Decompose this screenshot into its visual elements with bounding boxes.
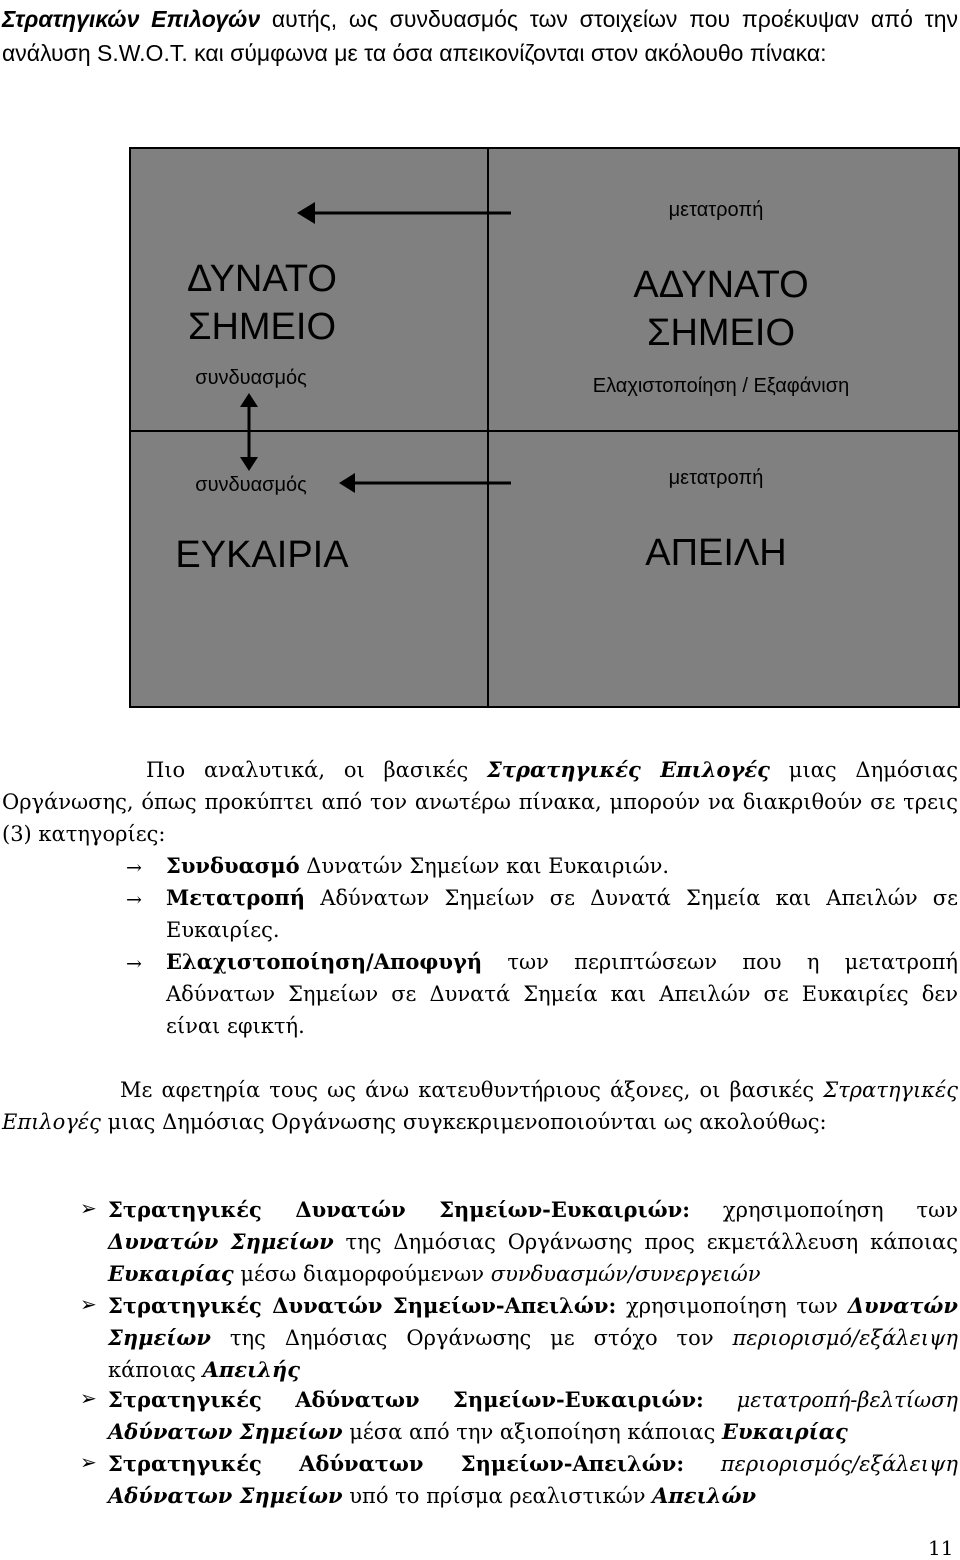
strategy-italic: περιορισμός/εξάλειψη	[684, 1452, 958, 1476]
strategy-text: μέσω διαμορφούμενων	[233, 1262, 491, 1286]
directions-text-a: Με αφετηρία τους ως άνω κατευθυντήριους άξονες, οι βασικές	[120, 1078, 824, 1102]
strategy-heading: Στρατηγικές Αδύνατων Σημείων-Απειλών:	[108, 1451, 685, 1476]
strategy-emphasis: Απειλών	[652, 1483, 757, 1508]
strategy-italic: μετατροπή-βελτίωση	[703, 1388, 958, 1412]
strategy-weaknesses-opportunities	[108, 1384, 958, 1448]
combination-arrow-up-head	[240, 393, 258, 407]
triangle-bullet-icon: ➢	[80, 1452, 97, 1474]
strategy-text: της Δημόσιας Οργάνωσης με στόχο τον	[210, 1326, 733, 1350]
bullet-item-combination	[166, 850, 958, 882]
strength-title-line1: ΔΥΝΑΤΟ	[187, 258, 337, 300]
strategy-emphasis: Δυνατών Σημείων	[108, 1229, 334, 1254]
strategy-italic: περιορισμό/εξάλειψη	[732, 1326, 958, 1350]
matrix-arrows	[131, 149, 960, 710]
strategy-emphasis: Αδύνατων Σημείων	[108, 1419, 343, 1444]
threat-conversion-label: μετατροπή	[668, 467, 764, 489]
weakness-title-line2: ΣΗΜΕΙΟ	[646, 312, 796, 354]
strength-combination-label: συνδυασμός	[195, 367, 307, 389]
arrow-bullet-icon: →	[126, 889, 142, 911]
bullet-bold: Μετατροπή	[166, 885, 306, 910]
triangle-bullet-icon: ➢	[80, 1388, 97, 1410]
triangle-bullet-icon: ➢	[80, 1198, 97, 1220]
strategy-text: κάποιας	[108, 1358, 203, 1382]
top-conversion-arrow-head	[297, 202, 315, 224]
strategy-weaknesses-threats	[108, 1448, 958, 1512]
strategy-text: μέσα από την αξιοποίηση κάποιας	[342, 1420, 723, 1444]
bullet-item-minimization	[166, 946, 958, 1042]
directions-emphasis: Στρατηγικές Επιλογές	[2, 1078, 958, 1134]
bullet-bold: Συνδυασμό	[166, 853, 300, 878]
arrow-bullet-icon: →	[126, 953, 142, 975]
analysis-text-a: Πιο αναλυτικά, οι βασικές	[146, 758, 488, 782]
directions-text-b: μιας Δημόσιας Οργάνωσης συγκεκριμενοποιούνται ως ακολούθως:	[100, 1110, 827, 1134]
swot-matrix	[129, 147, 960, 708]
weakness-minimization-label: Ελαχιστοποίηση / Εξαφάνιση	[592, 375, 850, 397]
strategy-emphasis: Δυνατών Σημείων	[108, 1293, 958, 1350]
analysis-paragraph	[2, 754, 958, 850]
analysis-text-b: μιας Δημόσιας Οργάνωσης, όπως προκύπτει από τον ανωτέρω πίνακα, μπορούν να διακριθούν σε τρεις (3) κατηγορίες:	[2, 758, 958, 846]
strategy-strengths-opportunities	[108, 1194, 958, 1290]
strength-title-line2: ΣΗΜΕΙΟ	[187, 306, 337, 348]
weakness-conversion-label: μετατροπή	[668, 199, 764, 221]
analysis-emphasis: Στρατηγικές Επιλογές	[487, 757, 770, 782]
intro-paragraph	[2, 2, 958, 70]
bullet-text: των περιπτώσεων που η μετατροπή Αδύνατων Σημείων σε Δυνατά Σημεία και Απειλών σε Ευκαιρίες δεν είναι εφικτή.	[166, 950, 958, 1038]
strategy-heading: Στρατηγικές Αδύνατων Σημείων-Ευκαιριών:	[108, 1387, 704, 1412]
arrow-bullet-icon: →	[126, 857, 142, 879]
opportunity-title: ΕΥΚΑΙΡΙΑ	[175, 534, 349, 576]
triangle-bullet-icon: ➢	[80, 1294, 97, 1316]
strategy-text: της Δημόσιας Οργάνωσης προς εκμετάλλευση κάποιας	[333, 1230, 958, 1254]
strategy-text: χρησιμοποίηση των	[616, 1294, 848, 1318]
strategy-strengths-threats	[108, 1290, 958, 1386]
intro-text: αυτής, ως συνδυασμός των στοιχείων που προέκυψαν από την ανάλυση S.W.O.T. και σύμφωνα με τα όσα απεικονίζονται στον ακόλουθο πίνακα:	[2, 6, 958, 66]
opportunity-combination-label: συνδυασμός	[195, 474, 307, 496]
directions-paragraph	[2, 1074, 958, 1138]
intro-emphasis: Στρατηγικών Επιλογών	[2, 6, 261, 32]
strategy-emphasis: Ευκαιρίας	[108, 1261, 234, 1286]
strategy-text: χρησιμοποίηση των	[689, 1198, 958, 1222]
strategy-italic: συνδυασμών/συνεργειών	[490, 1262, 761, 1286]
bullet-text: Δυνατών Σημείων και Ευκαιριών.	[299, 854, 670, 878]
strategy-emphasis: Απειλής	[202, 1357, 300, 1382]
page-number: 11	[928, 1536, 954, 1560]
strategy-heading: Στρατηγικές Δυνατών Σημείων-Απειλών:	[108, 1293, 617, 1318]
bullet-bold: Ελαχιστοποίηση/Αποφυγή	[166, 949, 483, 974]
bullet-item-conversion	[166, 882, 958, 946]
strategy-heading: Στρατηγικές Δυνατών Σημείων-Ευκαιριών:	[108, 1197, 690, 1222]
combination-arrow-down-head	[240, 457, 258, 471]
strategy-text: υπό το πρίσμα ρεαλιστικών	[342, 1484, 653, 1508]
threat-title: ΑΠΕΙΛΗ	[645, 532, 787, 574]
bullet-text: Αδύνατων Σημείων σε Δυνατά Σημεία και Απειλών σε Ευκαιρίες.	[166, 886, 958, 942]
strategy-emphasis: Ευκαιρίας	[722, 1419, 848, 1444]
weakness-title-line1: ΑΔΥΝΑΤΟ	[633, 264, 809, 306]
strategy-emphasis: Αδύνατων Σημείων	[108, 1483, 343, 1508]
